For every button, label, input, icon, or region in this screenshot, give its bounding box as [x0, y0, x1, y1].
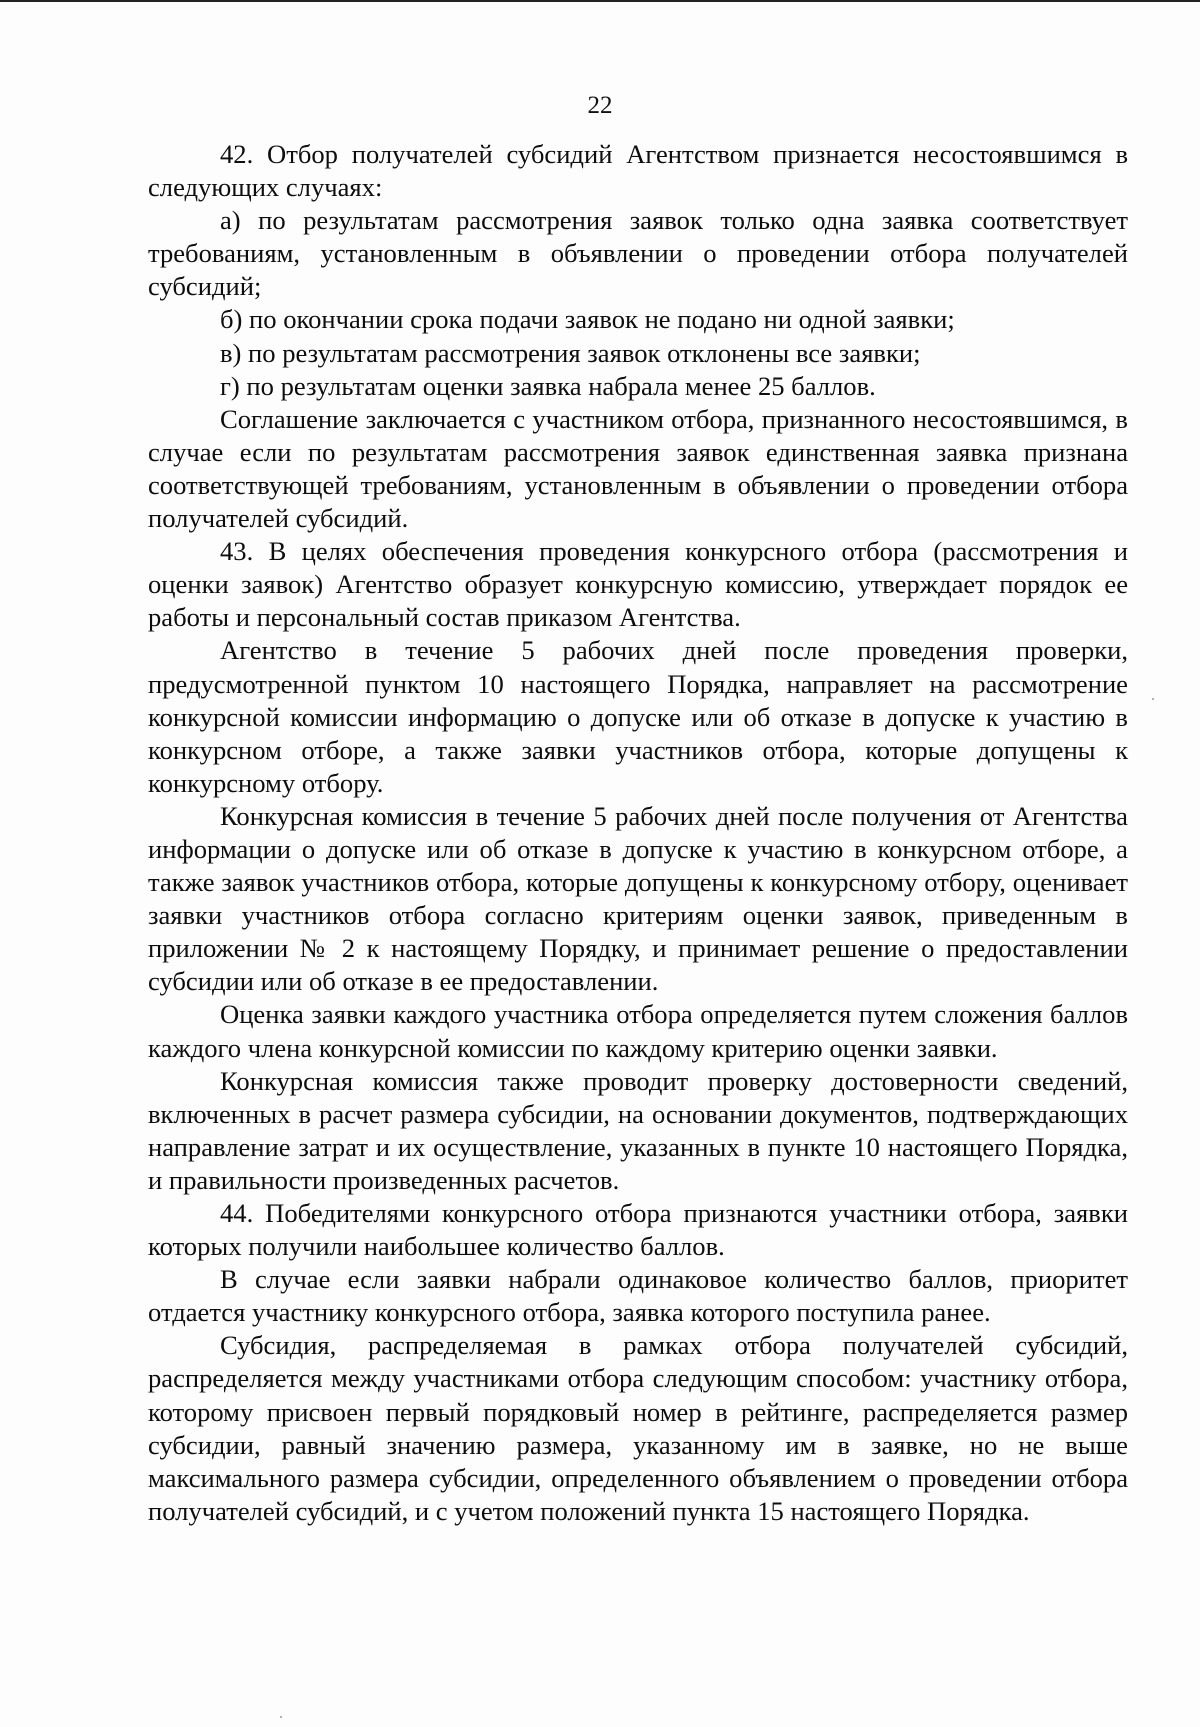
scan-speck [1152, 698, 1154, 700]
page-top-edge [0, 0, 1200, 2]
paragraph-42-item-b: б) по окончании срока подачи заявок не подано ни одной заявки; [220, 304, 955, 335]
paragraph-commission-verification: Конкурсная комиссия также проводит проверку достоверности сведений, включенных в расчет размера субсидии, на основании документов, подтверждающих направление затрат и их осуществление, указанных в пункте 10 настоящего Порядка, и правильности произведенных расчетов. [148, 1065, 1128, 1195]
document-body [148, 138, 1128, 1528]
paragraph-commission-evaluation: Конкурсная комиссия в течение 5 рабочих дней после получения от Агентства информации о допуске или об отказе в допуске к участию в конкурсном отборе, а также заявок участников отбора, которые допущены к конкурсному отбору, оценивает заявки участников отбора согласно критериям оценки заявок, приведенным в приложении № 2 к настоящему Порядку, и принимает решение о предоставлении субсидии или об отказе в ее предоставлении. [148, 800, 1128, 997]
page-number: 22 [587, 92, 613, 119]
paragraph-42: 42. Отбор получателей субсидий Агентством признается несостоявшимся в следующих случаях: [148, 139, 1128, 203]
paragraph-tie-priority: В случае если заявки набрали одинаковое количество баллов, приоритет отдается участнику конкурсного отбора, заявка которого поступила ранее. [148, 1264, 1128, 1328]
paragraph-subsidy-distribution: Субсидия, распределяемая в рамках отбора получателей субсидий, распределяется между участниками отбора следующим способом: участнику отбора, которому присвоен первый порядковый номер в рейтинге, распределяется размер субсидии, равный значению размера, указанному им в заявке, но не выше максимального размера субсидии, определенного объявлением о проведении отбора получателей субсидий, и с учетом положений пункта 15 настоящего Порядка. [148, 1330, 1128, 1526]
paragraph-42-item-c: в) по результатам рассмотрения заявок отклонены все заявки; [220, 337, 921, 368]
paragraph-42-item-d: г) по результатам оценки заявка набрала менее 25 баллов. [220, 370, 876, 401]
scan-speck [280, 1716, 282, 1718]
paragraph-agency-review: Агентство в течение 5 рабочих дней после проведения проверки, предусмотренной пунктом 10 настоящего Порядка, направляет на рассмотрение конкурсной комиссии информацию о допуске или об отказе в допуске к участию в конкурсном отборе, а также заявки участников отбора, которые допущены к конкурсному отбору. [148, 635, 1128, 798]
paragraph-score-calculation: Оценка заявки каждого участника отбора определяется путем сложения баллов каждого члена конкурсной комиссии по каждому критерию оценки заявки. [148, 999, 1128, 1063]
paragraph-agreement: Соглашение заключается с участником отбора, признанного несостоявшимся, в случае если по результатам рассмотрения заявок единственная заявка признана соответствующей требованиям, установленным в объявлении о проведении отбора получателей субсидий. [148, 403, 1128, 534]
paragraph-43: 43. В целях обеспечения проведения конкурсного отбора (рассмотрения и оценки заявок) Агентство образует конкурсную комиссию, утверждает порядок ее работы и персональный состав приказом Агентства. [148, 536, 1128, 633]
paragraph-42-item-a: а) по результатам рассмотрения заявок только одна заявка соответствует требованиям, установленным в объявлении о проведении отбора получателей субсидий; [148, 205, 1128, 302]
paragraph-44: 44. Победителями конкурсного отбора признаются участники отбора, заявки которых получили наибольшее количество баллов. [148, 1198, 1128, 1262]
